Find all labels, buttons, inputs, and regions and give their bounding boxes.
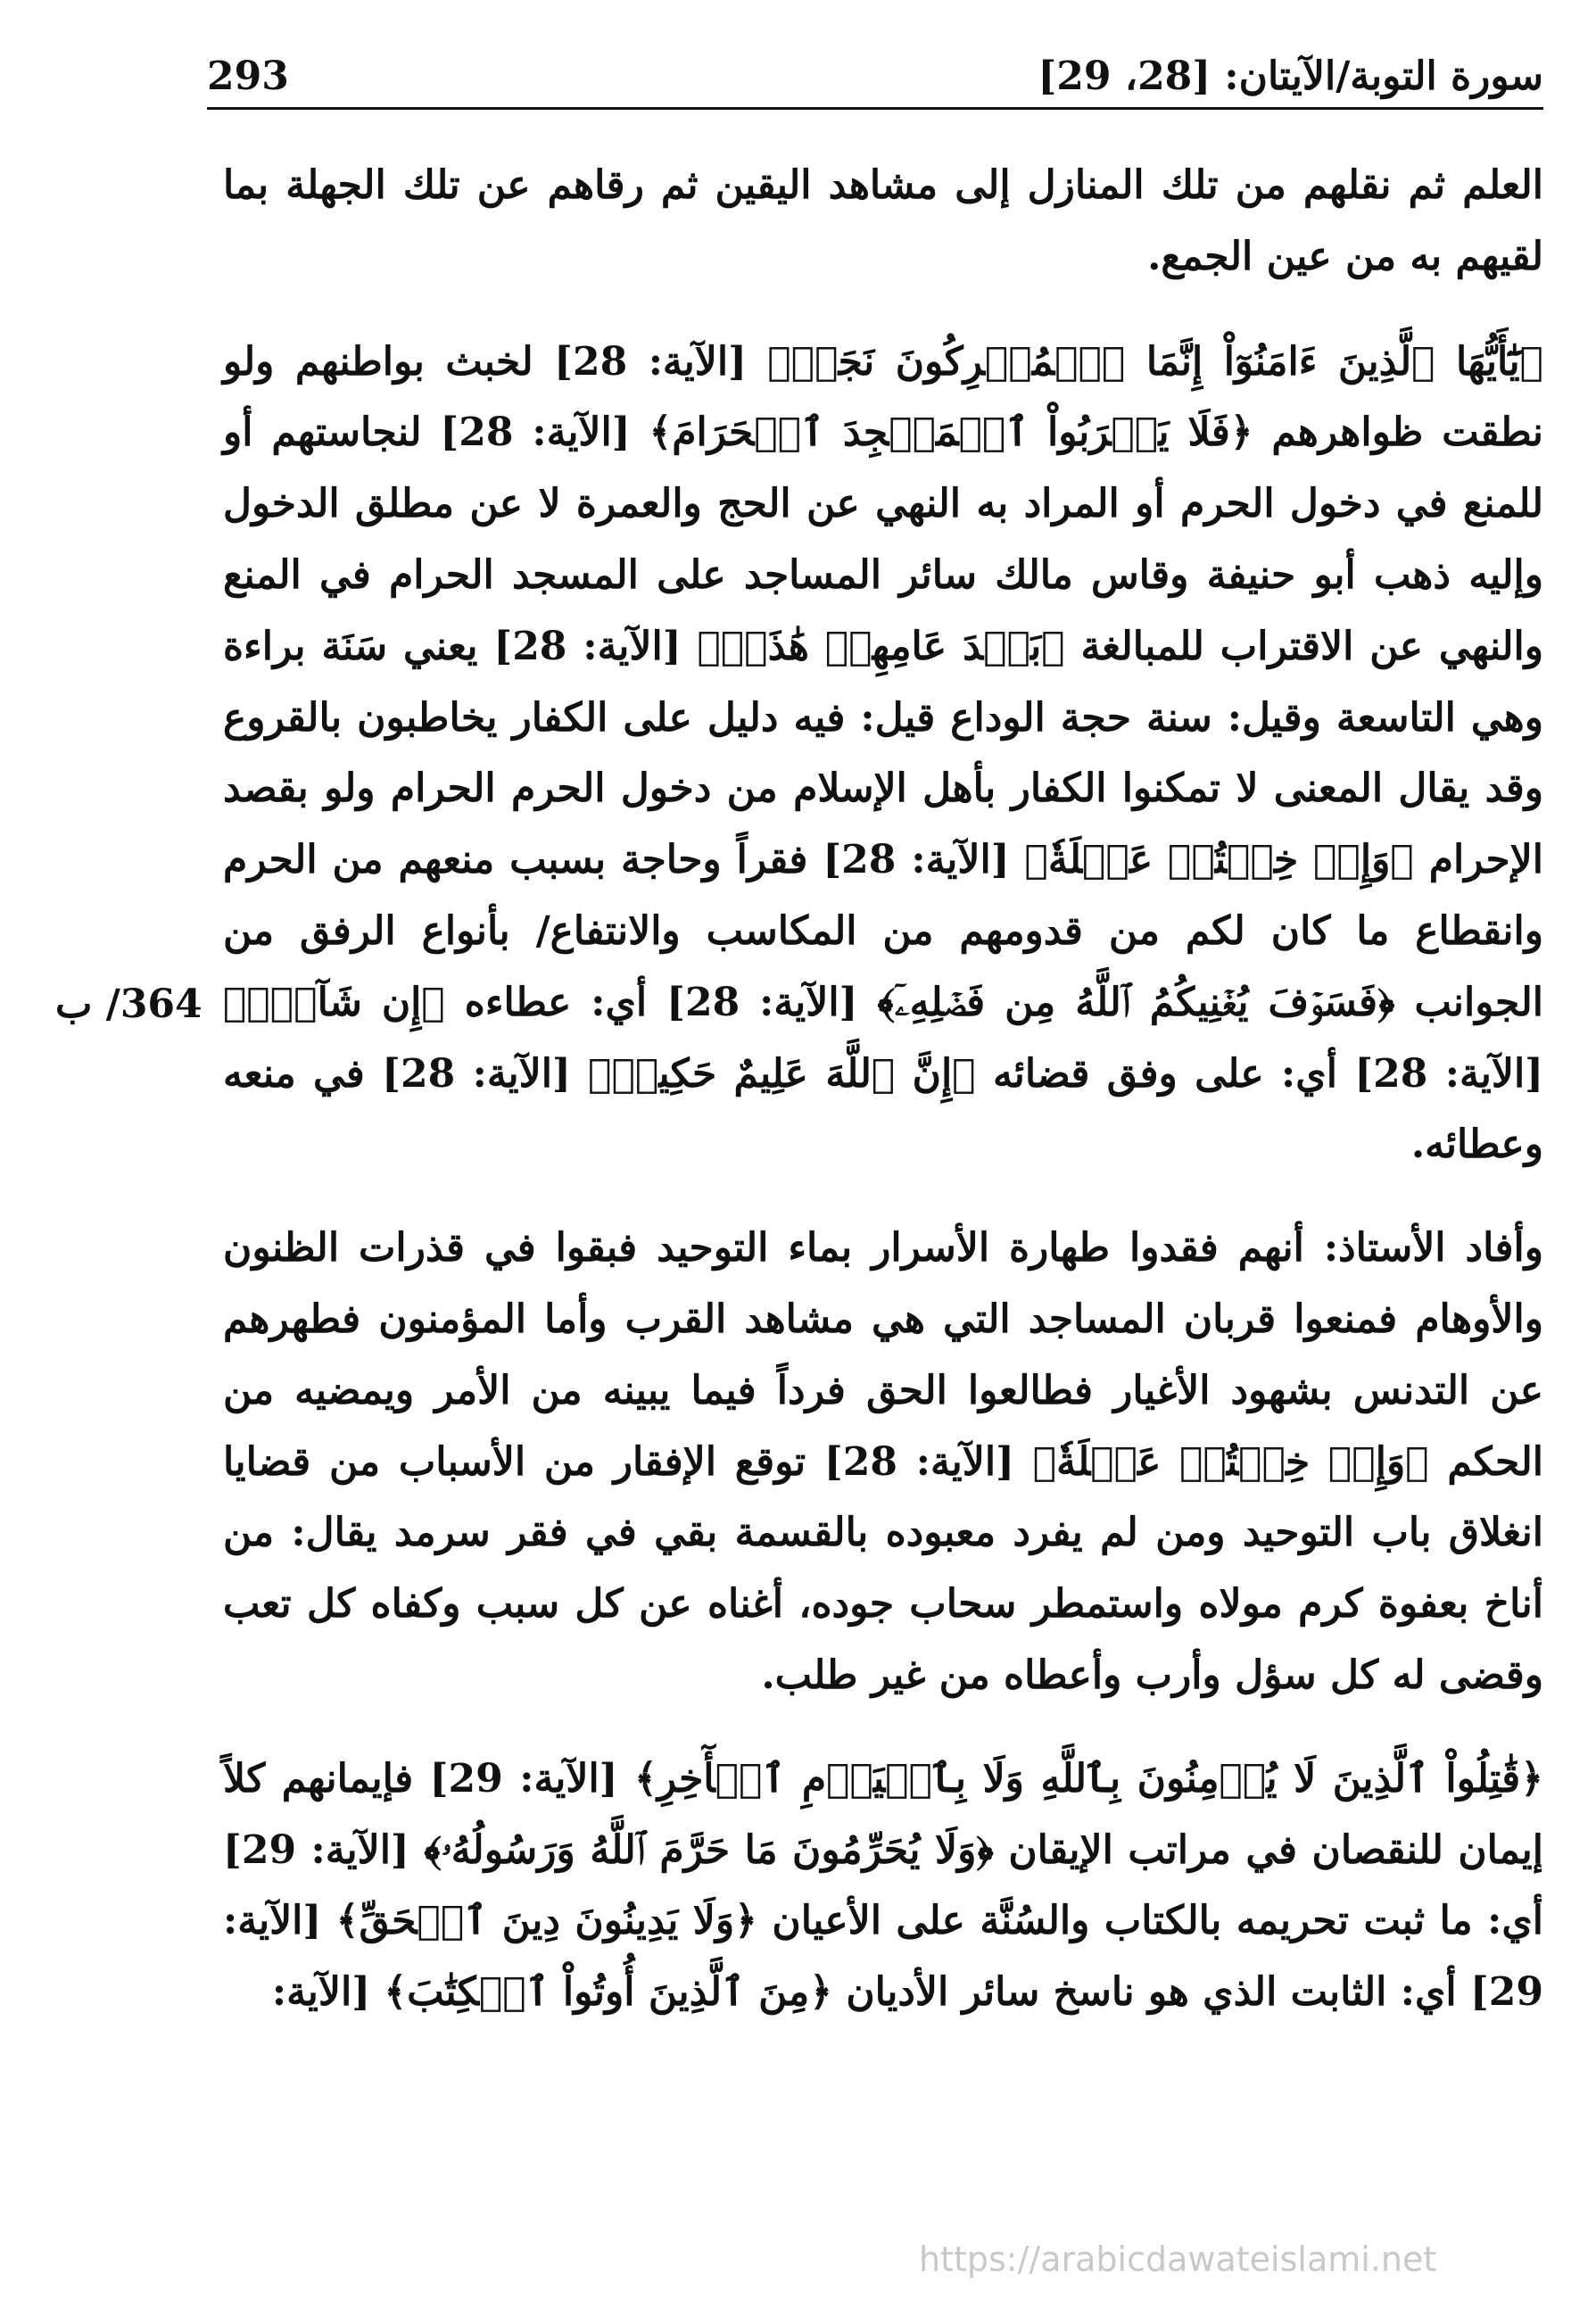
page-number: 293 (207, 54, 289, 99)
watermark-url: https://arabicdawateislami.net (919, 2240, 1437, 2279)
manuscript-folio-note: 364/ ب (55, 982, 203, 1027)
paragraph-3: وأفاد الأستاذ: أنهم فقدوا طهارة الأسرار بماء التوحيد فبقوا في قذرات الظنون والأوهام فمنعوا قربان المساجد التي هي مشاهد القرب وأما المؤمنون فطهرهم عن التدنس بشهود الأغيار فطالعوا الحق فرداً فيما يبينه من الأمر ويمضيه من الحكم ﴿وَإِنۡ خِفۡتُمۡ عَيۡلَةٗ﴾ [الآية: 28] توقع الإفقار من الأسباب من قضايا انغلاق باب التوحيد ومن لم يفرد معبوده بالقسمة بقي في فقر سرمد يقال: من أناخ بعفوة كرم مولاه واستمطر سحاب جوده، أغناه عن كل سبب وكفاه كل تعب وقضى له كل سؤل وأرب وأعطاه من غير طلب. (223, 1225, 1543, 1698)
running-head: سورة التوبة/الآيتان: [28، 29] (1038, 54, 1543, 99)
paragraph-1: العلم ثم نقلهم من تلك المنازل إلى مشاهد اليقين ثم رقاهم عن تلك الجهلة بما لقيهم به من عين الجمع. (223, 162, 1543, 279)
paragraph-2: ﴿يَٰٓأَيُّهَا ٱلَّذِينَ ءَامَنُوٓاْ إِنَّمَا ٱلۡمُشۡرِكُونَ نَجَسٞ﴾ [الآية: 28] لخبث بواطنهم ولو نطقت ظواهرهم ﴿فَلَا يَقۡرَبُواْ ٱلۡمَسۡجِدَ ٱلۡحَرَامَ﴾ [الآية: 28] لنجاستهم أو للمنع في دخول الحرم أو المراد به النهي عن الحج والعمرة لا عن مطلق الدخول وإليه ذهب أبو حنيفة وقاس مالك سائر المساجد على المسجد الحرام في المنع والنهي عن الاقتراب للمبالغة ﴿بَعۡدَ عَامِهِمۡ هَٰذَاۚ﴾ [الآية: 28] يعني سَنَة براءة وهي التاسعة وقيل: سنة حجة الوداع قيل: فيه دليل على الكفار يخاطبون بالقروع وقد يقال المعنى لا تمكنوا الكفار بأهل الإسلام من دخول الحرم الحرام ولو بقصد الإحرام ﴿وَإِنۡ خِفۡتُمۡ عَيۡلَةٗ﴾ [الآية: 28] فقراً وحاجة بسبب منعهم من الحرم وانقطاع ما كان لكم من قدومهم من المكاسب والانتفاع/ بأنواع الرفق من الجوانب ﴿فَسَوۡفَ يُغۡنِيكُمُ ٱللَّهُ مِن فَضۡلِهِۦٓ﴾ [الآية: 28] أي: عطاءه ﴿إِن شَآءَۚ﴾ [الآية: 28] أي: على وفق قضائه ﴿إِنَّ ٱللَّهَ عَلِيمٌ حَكِيمٞ﴾ [الآية: 28] في منعه وعطائه. (223, 338, 1544, 1168)
main-text (223, 150, 1543, 2028)
page-header (207, 52, 1543, 105)
paragraph-4: ﴿قَٰتِلُواْ ٱلَّذِينَ لَا يُؤۡمِنُونَ بِٱللَّهِ وَلَا بِٱلۡيَوۡمِ ٱلۡأٓخِرِ﴾ [الآية: 29] فإيمانهم كلاً إيمان للنقصان في مراتب الإيقان ﴿وَلَا يُحَرِّمُونَ مَا حَرَّمَ ٱللَّهُ وَرَسُولُهُۥ﴾ [الآية: 29] أي: ما ثبت تحريمه بالكتاب والسُنَّة على الأعيان ﴿وَلَا يَدِينُونَ دِينَ ٱلۡحَقِّ﴾ [الآية: 29] أي: الثابت الذي هو ناسخ سائر الأديان ﴿مِنَ ٱلَّذِينَ أُوتُواْ ٱلۡكِتَٰبَ﴾ [الآية: (223, 1755, 1543, 2016)
header-rule (207, 107, 1543, 110)
